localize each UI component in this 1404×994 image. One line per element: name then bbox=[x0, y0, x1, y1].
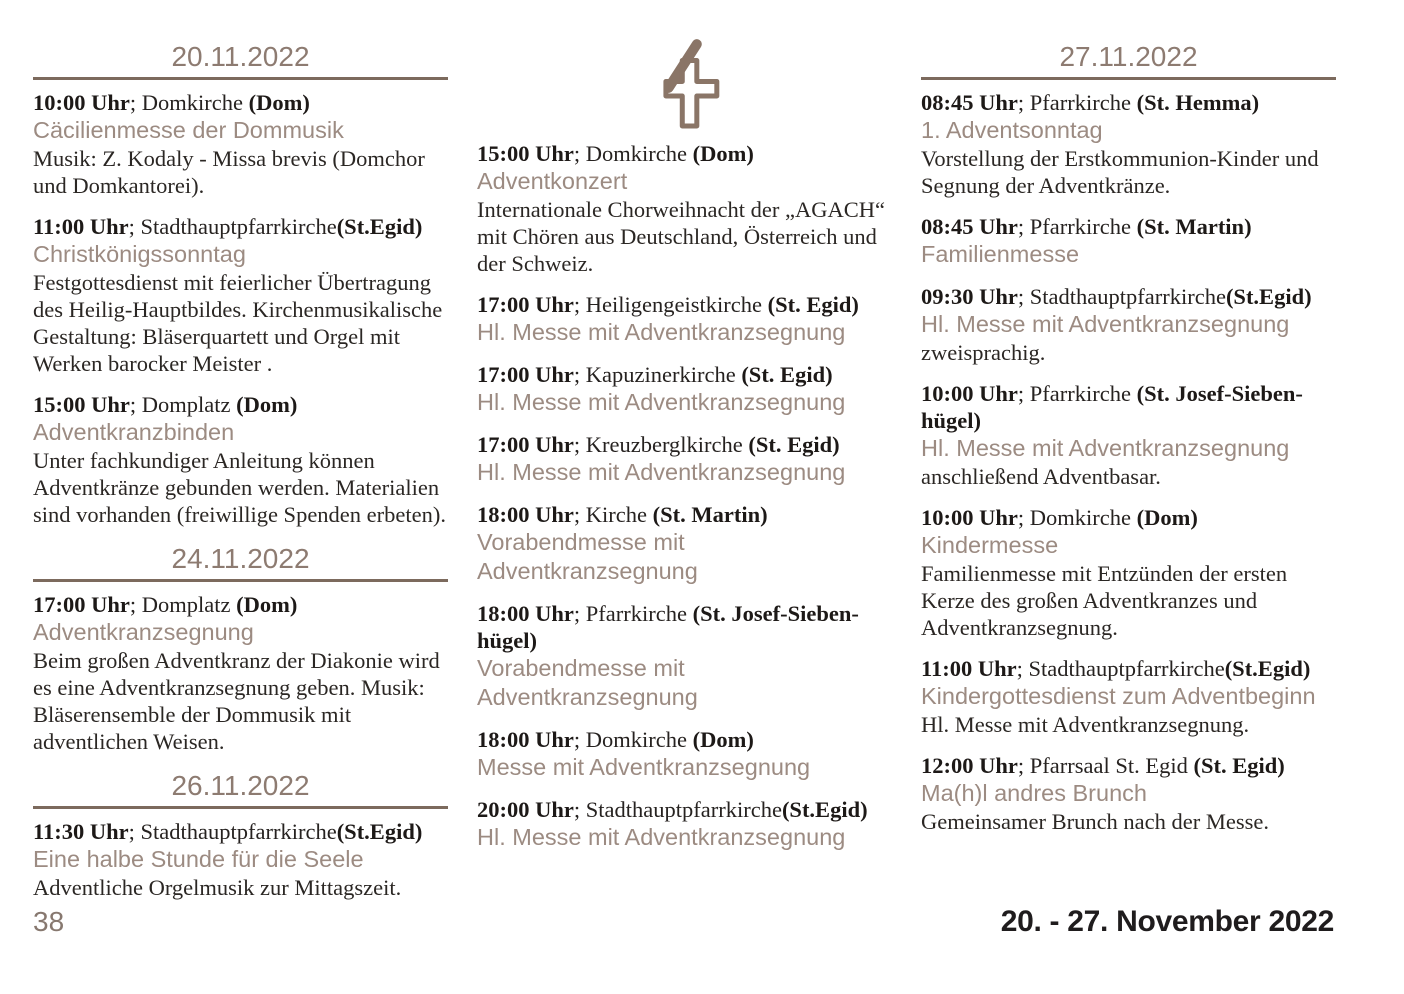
event-location: Domplatz bbox=[141, 392, 237, 417]
event-title: 1. Adventsonntag bbox=[921, 117, 1103, 143]
event-location: Pfarrsaal St. Egid bbox=[1029, 753, 1194, 778]
event-title: Adventkranzbinden bbox=[33, 419, 235, 445]
event-location-parish: (Dom) bbox=[1136, 505, 1198, 530]
event-title: Hl. Messe mit Adventkranzsegnung bbox=[921, 311, 1290, 337]
event-description: Adventliche Orgelmusik zur Mittagszeit. bbox=[33, 875, 402, 900]
event-location: Domkirche bbox=[585, 727, 693, 752]
event-time: 09:30 Uhr bbox=[921, 284, 1018, 309]
time-place-separator: ; bbox=[573, 727, 586, 752]
event-meta-line bbox=[921, 283, 1336, 310]
event-description: Internationale Chorweihnacht der „AGACH“ mit Chören aus Deutschland, Österreich und der Schweiz. bbox=[477, 197, 885, 276]
event-location: Domkirche bbox=[1029, 505, 1137, 530]
event-meta-line bbox=[921, 213, 1336, 240]
time-place-separator: ; bbox=[128, 819, 141, 844]
event-meta-line bbox=[477, 291, 892, 318]
event-title: Eine halbe Stunde für die Seele bbox=[33, 846, 364, 872]
time-place-separator: ; bbox=[1017, 753, 1030, 778]
event-title: Vorabendmesse mit Adventkranzsegnung bbox=[477, 529, 698, 584]
event-location: Kirche bbox=[585, 502, 653, 527]
date-section bbox=[921, 36, 1336, 835]
date-underline bbox=[921, 77, 1336, 80]
event-entry bbox=[33, 391, 448, 528]
event-time: 17:00 Uhr bbox=[477, 292, 574, 317]
event-description: zweisprachig. bbox=[921, 340, 1046, 365]
event-location: Kreuzberglkirche bbox=[585, 432, 749, 457]
date-heading: 20.11.2022 bbox=[171, 41, 310, 72]
date-section bbox=[33, 36, 448, 528]
event-title: Hl. Messe mit Adventkranzsegnung bbox=[477, 459, 846, 485]
event-meta-line bbox=[921, 504, 1336, 531]
time-place-separator: ; bbox=[573, 502, 586, 527]
event-location-parish: (St.Egid) bbox=[1225, 284, 1312, 309]
event-time: 12:00 Uhr bbox=[921, 753, 1018, 778]
event-location: Pfarrkirche bbox=[1029, 381, 1137, 406]
event-description: Musik: Z. Kodaly - Missa brevis (Domchor und Domkantorei). bbox=[33, 146, 425, 198]
date-section bbox=[33, 765, 448, 901]
event-title: Hl. Messe mit Adventkranzsegnung bbox=[477, 319, 846, 345]
event-location: Stadthauptpfarrkirche bbox=[1029, 284, 1226, 309]
event-location-parish: (St.Egid) bbox=[336, 819, 423, 844]
event-time: 17:00 Uhr bbox=[477, 362, 574, 387]
time-place-separator: ; bbox=[129, 592, 142, 617]
event-location: Stadthauptpfarrkirche bbox=[585, 797, 782, 822]
event-meta-line bbox=[477, 361, 892, 388]
date-underline bbox=[33, 77, 448, 80]
event-meta-line bbox=[477, 796, 892, 823]
time-place-separator: ; bbox=[573, 432, 586, 457]
event-title: Vorabendmesse mit Adventkranzsegnung bbox=[477, 655, 698, 710]
event-time: 18:00 Uhr bbox=[477, 502, 574, 527]
event-entry bbox=[921, 380, 1336, 490]
event-meta-line bbox=[921, 752, 1336, 779]
date-underline bbox=[33, 579, 448, 582]
event-title: Ma(h)l andres Brunch bbox=[921, 780, 1147, 806]
event-time: 20:00 Uhr bbox=[477, 797, 574, 822]
event-location-parish: (St.Egid) bbox=[781, 797, 868, 822]
event-entry bbox=[921, 89, 1336, 199]
event-description: Familienmesse mit Entzünden der ersten Kerze des großen Adventkranzes und Adventkranzsegnung. bbox=[921, 561, 1288, 640]
event-title: Hl. Messe mit Adventkranzsegnung bbox=[477, 824, 846, 850]
event-time: 11:00 Uhr bbox=[33, 214, 129, 239]
event-time: 11:30 Uhr bbox=[33, 819, 129, 844]
event-location: Stadthauptpfarrkirche bbox=[140, 819, 337, 844]
time-place-separator: ; bbox=[129, 90, 142, 115]
page-number: 38 bbox=[33, 906, 65, 937]
event-entry bbox=[921, 752, 1336, 835]
event-location-parish: (St. Egid) bbox=[1193, 753, 1285, 778]
event-meta-line bbox=[33, 89, 448, 116]
event-entry bbox=[477, 140, 892, 277]
event-entry bbox=[921, 213, 1336, 269]
event-meta-line bbox=[921, 380, 1336, 434]
column-left bbox=[33, 36, 448, 901]
date-section bbox=[477, 140, 892, 852]
event-entry bbox=[921, 283, 1336, 366]
event-location: Heiligengeistkirche bbox=[585, 292, 768, 317]
time-place-separator: ; bbox=[1016, 656, 1029, 681]
event-time: 10:00 Uhr bbox=[33, 90, 130, 115]
event-entry bbox=[921, 504, 1336, 641]
footer-date-range: 20. - 27. November 2022 bbox=[1000, 905, 1334, 938]
event-location-parish: (Dom) bbox=[236, 392, 298, 417]
event-location-parish: (St. Martin) bbox=[652, 502, 768, 527]
event-entry bbox=[477, 501, 892, 586]
event-time: 10:00 Uhr bbox=[921, 505, 1018, 530]
event-time: 18:00 Uhr bbox=[477, 601, 574, 626]
time-place-separator: ; bbox=[1017, 214, 1030, 239]
event-title: Kindermesse bbox=[921, 532, 1059, 558]
event-meta-line bbox=[33, 818, 448, 845]
event-location: Pfarrkirche bbox=[1029, 90, 1137, 115]
time-place-separator: ; bbox=[573, 362, 586, 387]
event-location-parish: (St.Egid) bbox=[1224, 656, 1311, 681]
event-meta-line bbox=[477, 501, 892, 528]
date-section bbox=[33, 538, 448, 755]
event-location: Domkirche bbox=[585, 141, 693, 166]
event-entry bbox=[477, 726, 892, 782]
event-description: Unter fachkundiger Anleitung können Adventkränze gebunden werden. Materialien sind vorhanden (freiwillige Spenden erbeten). bbox=[33, 448, 446, 527]
event-time: 10:00 Uhr bbox=[921, 381, 1018, 406]
event-location-parish: (St. Egid) bbox=[748, 432, 840, 457]
date-heading: 24.11.2022 bbox=[171, 543, 310, 574]
event-time: 17:00 Uhr bbox=[33, 592, 130, 617]
event-entry bbox=[33, 591, 448, 755]
event-entry bbox=[477, 796, 892, 852]
column-right bbox=[921, 36, 1336, 901]
event-description: Beim großen Adventkranz der Diakonie wird es eine Adventkranzsegnung geben. Musik: Bläserensemble der Dommusik mit adventlichen Weisen. bbox=[33, 648, 440, 754]
column-right-sections bbox=[921, 36, 1336, 835]
event-time: 17:00 Uhr bbox=[477, 432, 574, 457]
event-description: Festgottesdienst mit feierlicher Übertragung des Heilig-Hauptbildes. Kirchenmusikalische Gestaltung: Bläserquartett und Orgel mit Werken barocker Meister . bbox=[33, 270, 443, 376]
time-place-separator: ; bbox=[573, 601, 586, 626]
event-location: Kapuzinerkirche bbox=[585, 362, 742, 387]
event-location-parish: (St. Hemma) bbox=[1136, 90, 1260, 115]
event-time: 15:00 Uhr bbox=[33, 392, 130, 417]
date-heading: 27.11.2022 bbox=[1059, 41, 1198, 72]
time-place-separator: ; bbox=[1017, 284, 1030, 309]
time-place-separator: ; bbox=[1017, 381, 1030, 406]
time-place-separator: ; bbox=[1017, 505, 1030, 530]
date-heading: 26.11.2022 bbox=[171, 770, 310, 801]
event-location-parish: (Dom) bbox=[248, 90, 310, 115]
event-title: Cäcilienmesse der Dommusik bbox=[33, 117, 344, 143]
event-location: Domplatz bbox=[141, 592, 237, 617]
event-meta-line bbox=[33, 391, 448, 418]
time-place-separator: ; bbox=[129, 392, 142, 417]
event-meta-line bbox=[33, 213, 448, 240]
advent-week-4-cross-icon bbox=[477, 36, 892, 140]
column-left-sections bbox=[33, 36, 448, 901]
event-meta-line bbox=[921, 89, 1336, 116]
event-location-parish: (Dom) bbox=[236, 592, 298, 617]
event-title: Hl. Messe mit Adventkranzsegnung bbox=[477, 389, 846, 415]
event-time: 08:45 Uhr bbox=[921, 90, 1018, 115]
event-location-parish: (St. Josef-Siebenhügel) bbox=[477, 601, 859, 653]
event-time: 15:00 Uhr bbox=[477, 141, 574, 166]
event-meta-line bbox=[477, 600, 892, 654]
event-location-parish: (Dom) bbox=[692, 727, 754, 752]
event-description: Hl. Messe mit Adventkranzsegnung. bbox=[921, 712, 1250, 737]
page-footer bbox=[33, 905, 1334, 939]
time-place-separator: ; bbox=[573, 292, 586, 317]
event-location-parish: (Dom) bbox=[692, 141, 754, 166]
event-location-parish: (St.Egid) bbox=[336, 214, 423, 239]
time-place-separator: ; bbox=[1017, 90, 1030, 115]
event-location-parish: (St. Martin) bbox=[1136, 214, 1252, 239]
event-time: 11:00 Uhr bbox=[921, 656, 1017, 681]
time-place-separator: ; bbox=[573, 141, 586, 166]
event-time: 08:45 Uhr bbox=[921, 214, 1018, 239]
event-title: Hl. Messe mit Adventkranzsegnung bbox=[921, 435, 1290, 461]
event-location: Stadthauptpfarrkirche bbox=[140, 214, 337, 239]
event-location: Stadthauptpfarrkirche bbox=[1028, 656, 1225, 681]
date-underline bbox=[33, 806, 448, 809]
event-meta-line bbox=[477, 431, 892, 458]
event-title: Adventkranzsegnung bbox=[33, 619, 254, 645]
time-place-separator: ; bbox=[128, 214, 141, 239]
event-location-parish: (St. Egid) bbox=[767, 292, 859, 317]
event-location-parish: (St. Josef-Siebenhügel) bbox=[921, 381, 1303, 433]
event-entry bbox=[33, 89, 448, 199]
event-entry bbox=[477, 600, 892, 712]
column-middle-sections bbox=[477, 140, 892, 852]
event-entry bbox=[33, 818, 448, 901]
event-description: Gemeinsamer Brunch nach der Messe. bbox=[921, 809, 1270, 834]
event-entry bbox=[921, 655, 1336, 738]
event-description: Vorstellung der Erstkommunion-Kinder und Segnung der Adventkränze. bbox=[921, 146, 1319, 198]
event-entry bbox=[477, 361, 892, 417]
time-place-separator: ; bbox=[573, 797, 586, 822]
event-entry bbox=[477, 291, 892, 347]
column-middle bbox=[477, 36, 892, 901]
event-location: Pfarrkirche bbox=[1029, 214, 1137, 239]
event-title: Adventkonzert bbox=[477, 168, 628, 194]
event-meta-line bbox=[477, 726, 892, 753]
event-entry bbox=[33, 213, 448, 377]
event-meta-line bbox=[477, 140, 892, 167]
event-title: Messe mit Adventkranzsegnung bbox=[477, 754, 811, 780]
event-title: Familienmesse bbox=[921, 241, 1080, 267]
event-time: 18:00 Uhr bbox=[477, 727, 574, 752]
event-location: Domkirche bbox=[141, 90, 249, 115]
event-meta-line bbox=[33, 591, 448, 618]
event-location: Pfarrkirche bbox=[585, 601, 693, 626]
event-meta-line bbox=[921, 655, 1336, 682]
event-location-parish: (St. Egid) bbox=[741, 362, 833, 387]
event-title: Kindergottesdienst zum Adventbeginn bbox=[921, 683, 1316, 709]
event-entry bbox=[477, 431, 892, 487]
event-title: Christkönigssonntag bbox=[33, 241, 246, 267]
event-description: anschließend Adventbasar. bbox=[921, 464, 1161, 489]
